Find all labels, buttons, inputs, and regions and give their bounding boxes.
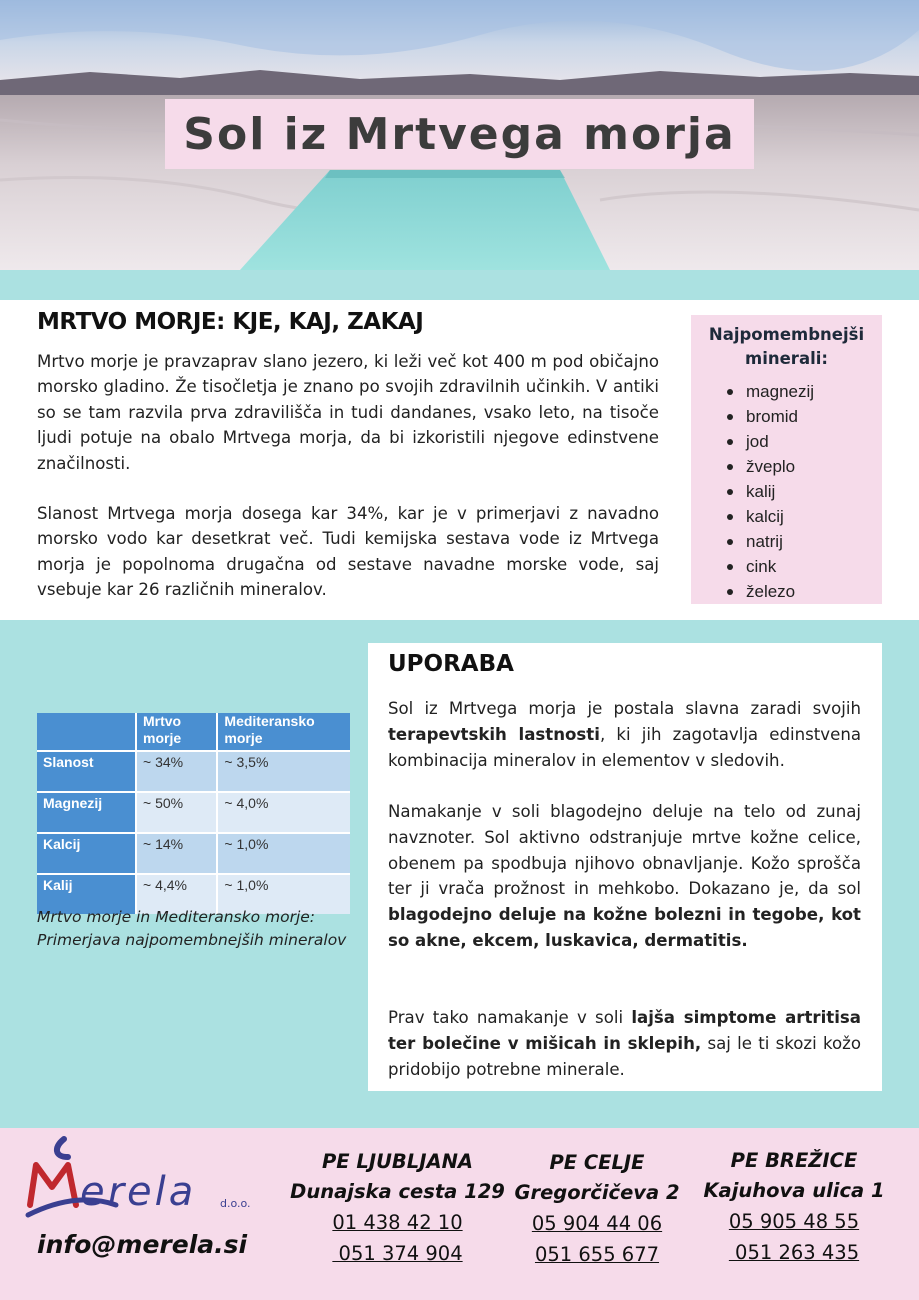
text-run-bold: lajša simptome artritisa ter bolečine v mišicah in sklepih, — [388, 1008, 861, 1053]
usage-paragraph-1 — [388, 696, 861, 773]
usage-box — [368, 643, 882, 1091]
mineral-item: natrij — [727, 529, 882, 554]
merela-logo-mark — [24, 1135, 274, 1225]
usage-heading: UPORABA — [388, 651, 514, 677]
dead-sea-value: ~ 4,4% — [136, 874, 217, 914]
table-row — [37, 751, 350, 792]
office-ljubljana — [290, 1147, 505, 1269]
table-header-dead-sea: Mrtvo morje — [136, 713, 217, 751]
merela-logo — [24, 1135, 274, 1225]
usage-paragraph-3 — [388, 1005, 861, 1082]
office-address: Dunajska cesta 129 — [290, 1180, 505, 1203]
office-celje — [513, 1148, 681, 1270]
dead-sea-value: ~ 50% — [136, 792, 217, 833]
comparison-table — [37, 713, 350, 914]
row-label: Magnezij — [37, 792, 136, 833]
office-name: PE BREŽICE — [730, 1149, 858, 1172]
text-run: , ki jih zagotavlja edinstvena kombinacija mineralov in elementov v sledovih. — [388, 724, 862, 770]
office-address: Kajuhova ulica 1 — [703, 1179, 885, 1202]
text-run: saj le ti skozi kožo pridobijo potrebne minerale. — [388, 1033, 861, 1079]
office-brezice — [700, 1146, 888, 1268]
phone-link[interactable]: 05 905 48 55 — [728, 1210, 860, 1233]
table-caption: Mrtvo morje in Mediteransko morje: Primerjava najpomembnejših mineralov — [37, 908, 347, 949]
text-run: Namakanje v soli blagodejno deluje na telo od zunaj navznoter. Sol aktivno odstranjuje mrtve kožne celice, obenem pa spodbuja njihovo obnavljanje. Kožo sprošča ter ji vrača prožnost in mehkobo. Dokazano je, da sol — [388, 802, 861, 899]
text-run-bold: terapevtskih lastnosti — [388, 724, 600, 744]
office-address: Gregorčičeva 2 — [514, 1181, 680, 1204]
phone-link[interactable]: 051 263 435 — [728, 1241, 860, 1264]
intro-heading: MRTVO MORJE: KJE, KAJ, ZAKAJ — [37, 309, 424, 335]
mineral-item: bromid — [727, 404, 882, 429]
table-row — [37, 833, 350, 874]
table-header-empty — [37, 713, 136, 751]
phone-link[interactable]: 051 374 904 — [332, 1242, 463, 1265]
intro-paragraph-1: Mrtvo morje je pravzaprav slano jezero, ki leži več kot 400 m pod običajno morsko gladino. Že tisočletja je znano po svojih zdravilnih učinkih. V antiki so se tam razvila prva zdravilišča in tudi dandanes, vsako leto, na tisoče ljudi potuje na obalo Mrtvega morja, da bi izkoristili njegove edinstvene značilnosti. — [37, 352, 659, 473]
phone-link[interactable]: 051 655 677 — [534, 1243, 660, 1266]
text-run: Sol iz Mrtvega morja je postala slavna zaradi svojih — [388, 699, 861, 718]
mediterranean-value: ~ 1,0% — [217, 833, 350, 874]
office-name: PE LJUBLJANA — [322, 1150, 473, 1173]
usage-paragraph-2 — [388, 799, 861, 954]
mineral-item: jod — [727, 429, 882, 454]
phone-link[interactable]: 01 438 42 10 — [332, 1211, 463, 1234]
mediterranean-value: ~ 1,0% — [217, 874, 350, 914]
mineral-item: kalcij — [727, 504, 882, 529]
dead-sea-value: ~ 14% — [136, 833, 217, 874]
office-name: PE CELJE — [549, 1151, 645, 1174]
page-title: Sol iz Mrtvega morja — [183, 108, 736, 160]
intro-paragraph-2: Slanost Mrtvega morja dosega kar 34%, kar je v primerjavi z navadno morsko vodo kar desetkrat več. Tudi kemijska sestava vode iz Mrtvega morja je popolnoma drugačna od sestave navadne morske vode, saj vsebuje kar 26 različnih mineralov. — [37, 504, 659, 600]
logo-suffix: d.o.o. — [220, 1197, 251, 1210]
mineral-item: cink — [727, 554, 882, 579]
mediterranean-value: ~ 3,5% — [217, 751, 350, 792]
email-link[interactable]: info@merela.si — [37, 1230, 248, 1259]
mineral-item: žveplo — [727, 454, 882, 479]
mineral-item: magnezij — [727, 379, 882, 404]
row-label: Kalij — [37, 874, 136, 914]
phone-link[interactable]: 05 904 44 06 — [531, 1212, 663, 1235]
teal-divider — [0, 270, 919, 300]
minerals-title: Najpomembnejši minerali: — [708, 325, 865, 368]
row-label: Slanost — [37, 751, 136, 792]
text-run-bold: blagodejno deluje na kožne bolezni in tegobe, kot so akne, ekcem, luskavica, dermatitis. — [388, 905, 861, 950]
mineral-item: železo — [727, 579, 882, 604]
table-row — [37, 792, 350, 833]
minerals-box — [691, 315, 882, 604]
table-header-mediterranean: Mediteransko morje — [217, 713, 350, 751]
mediterranean-value: ~ 4,0% — [217, 792, 350, 833]
row-label: Kalcij — [37, 833, 136, 874]
minerals-list — [691, 379, 882, 604]
text-run: Prav tako namakanje v soli — [388, 1008, 632, 1027]
title-banner — [165, 99, 754, 169]
dead-sea-value: ~ 34% — [136, 751, 217, 792]
mineral-item: kalij — [727, 479, 882, 504]
logo-wordmark: erela — [80, 1169, 197, 1215]
